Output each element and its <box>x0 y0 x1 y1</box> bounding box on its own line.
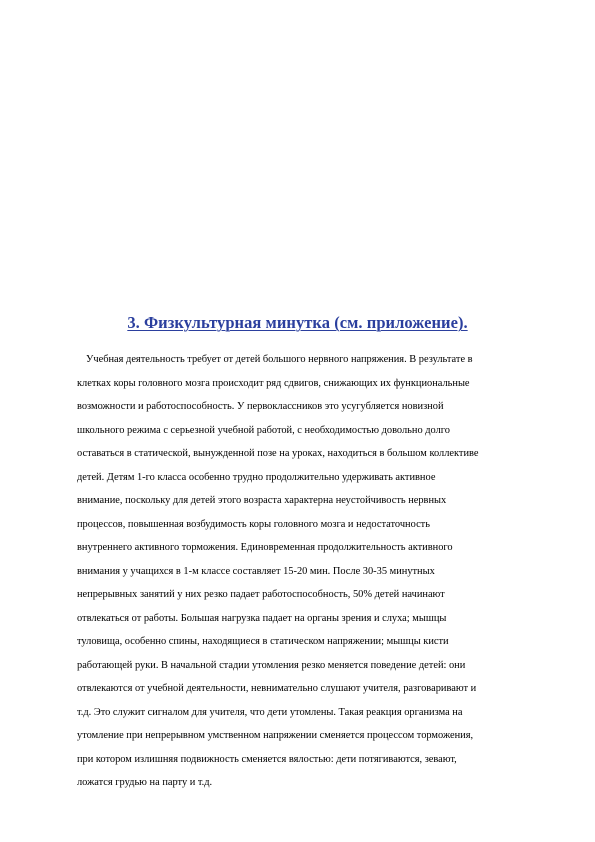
paragraph-line: Учебная деятельность требует от детей большого нервного напряжения. В результате в <box>86 354 473 365</box>
paragraph-line: утомление при непрерывном умственном напряжении сменяется процессом торможения, <box>77 730 474 741</box>
paragraph-line: туловища, особенно спины, находящиеся в статическом напряжении; мышцы кисти <box>77 636 449 647</box>
paragraph-line: работающей руки. В начальной стадии утомления резко меняется поведение детей: они <box>77 659 466 671</box>
section-heading: 3. Физкультурная минутка (см. приложение). <box>127 313 468 332</box>
paragraph-line: внутреннего активного торможения. Единовременная продолжительность активного <box>77 542 453 553</box>
paragraph-line: при котором излишняя подвижность сменяется вялостью: дети потягиваются, зевают, <box>77 753 457 765</box>
paragraph-line: т.д. Это служит сигналом для учителя, что дети утомлены. Такая реакция организма на <box>77 706 463 718</box>
paragraph-line: отвлекаются от учебной деятельности, невнимательно слушают учителя, разговаривают и <box>77 683 477 694</box>
paragraph-line: возможности и работоспособность. У первоклассников это усугубляется новизной <box>77 401 444 412</box>
paragraph-line: внимание, поскольку для детей этого возраста характерна неустойчивость нервных <box>77 495 447 506</box>
paragraph-line: процессов, повышенная возбудимость коры головного мозга и недостаточность <box>77 518 430 530</box>
paragraph-line: отвлекаться от работы. Большая нагрузка падает на органы зрения и слуха; мышцы <box>77 612 447 624</box>
paragraph-line: клетках коры головного мозга происходит ряд сдвигов, снижающих их функциональные <box>77 377 470 389</box>
body-paragraph <box>77 348 547 795</box>
paragraph-line: детей. Детям 1-го класса особенно трудно продолжительно удерживать активное <box>77 471 436 483</box>
paragraph-line: непрерывных занятий у них резко падает работоспособность, 50% детей начинают <box>77 589 445 600</box>
paragraph-line: оставаться в статической, вынужденной позе на уроках, находиться в большом коллективе <box>77 448 479 459</box>
paragraph-line: внимания у учащихся в 1-м классе составляет 15-20 мин. После 30-35 минутных <box>77 565 435 577</box>
paragraph-line: ложатся грудью на парту и т.д. <box>77 777 213 788</box>
paragraph-line: школьного режима с серьезной учебной работой, с необходимостью довольно долго <box>77 424 450 436</box>
